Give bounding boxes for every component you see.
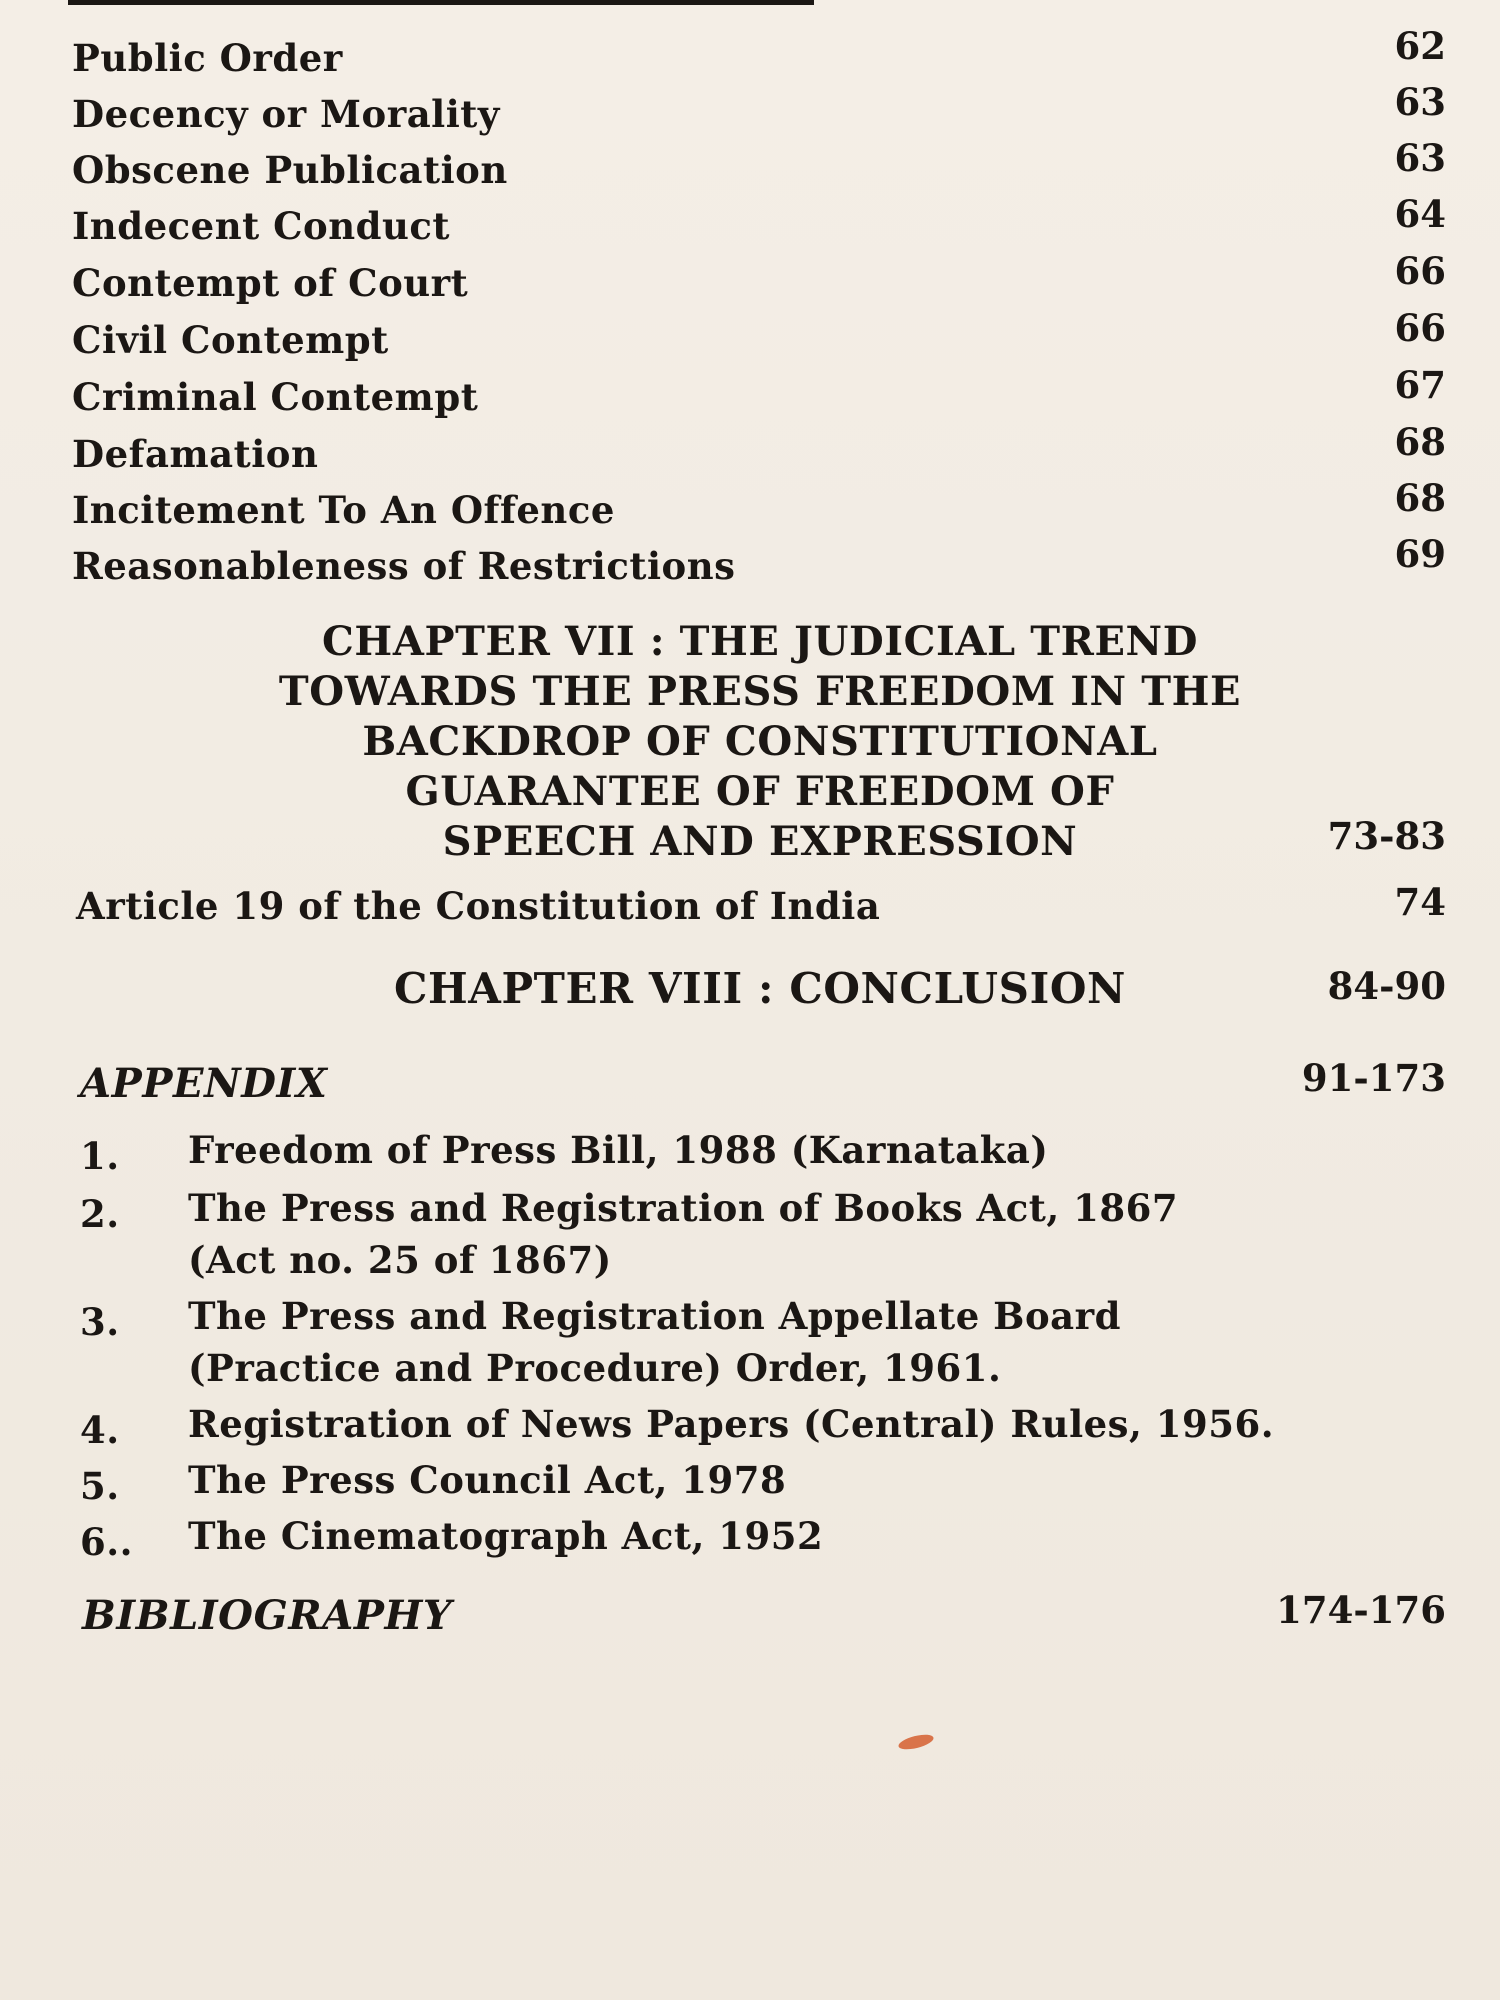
chapter-vii-pages: 73-83: [1327, 814, 1446, 858]
appendix-item-text: [188, 1182, 1178, 1286]
toc-entry: [0, 476, 1500, 532]
chapter-vii-line: TOWARDS THE PRESS FREEDOM IN THE: [278, 668, 1242, 715]
toc-entry-page: 67: [1394, 363, 1446, 407]
toc-entry-page: 66: [1394, 249, 1446, 293]
toc-entry-label: Criminal Contempt: [72, 375, 479, 419]
toc-entry-label: Civil Contempt: [72, 318, 389, 362]
toc-entry: [0, 80, 1500, 136]
appendix-item-line: Freedom of Press Bill, 1988 (Karnataka): [188, 1128, 1049, 1172]
toc-entry-label: Reasonableness of Restrictions: [72, 544, 736, 588]
toc-entry-page: 69: [1394, 532, 1446, 576]
appendix-item-number: 4.: [80, 1408, 120, 1452]
appendix-item-text: [188, 1454, 786, 1506]
appendix-item-number: 6..: [80, 1520, 134, 1564]
appendix-item-line: The Press and Registration Appellate Board: [188, 1294, 1121, 1338]
toc-entry-label: Obscene Publication: [72, 148, 508, 192]
toc-entry-page: 62: [1394, 24, 1446, 68]
appendix-item-line: (Act no. 25 of 1867): [188, 1238, 612, 1282]
toc-entry-page: 68: [1394, 476, 1446, 520]
appendix-item-number: 5.: [80, 1464, 120, 1508]
toc-entry-label: Public Order: [72, 36, 343, 80]
toc-entry: [0, 136, 1500, 192]
appendix-heading: APPENDIX: [80, 1060, 328, 1107]
appendix-item-number: 2.: [80, 1192, 120, 1236]
toc-entry: [0, 420, 1500, 476]
chapter-vii-heading: [180, 617, 1340, 867]
appendix-item-text: [188, 1124, 1048, 1176]
appendix-item-text: [188, 1398, 1274, 1450]
article-19-page: 74: [1394, 880, 1446, 924]
toc-entry-label: Decency or Morality: [72, 92, 500, 136]
chapter-viii-pages: 84-90: [1327, 964, 1446, 1008]
chapter-vii-line: BACKDROP OF CONSTITUTIONAL: [362, 718, 1158, 765]
article-19-entry: Article 19 of the Constitution of India: [76, 884, 881, 928]
bibliography-heading: BIBLIOGRAPHY: [82, 1592, 453, 1639]
toc-entry-label: Defamation: [72, 432, 319, 476]
appendix-item-text: [188, 1510, 823, 1562]
toc-entry-label: Contempt of Court: [72, 261, 469, 305]
top-rule: [68, 0, 814, 5]
chapter-vii-line: CHAPTER VII : THE JUDICIAL TREND: [322, 618, 1198, 665]
toc-entry: [0, 249, 1500, 305]
chapter-vii-line: GUARANTEE OF FREEDOM OF: [405, 768, 1115, 815]
toc-entry-page: 63: [1394, 136, 1446, 180]
chapter-viii-heading: CHAPTER VIII : CONCLUSION: [394, 964, 1126, 1013]
toc-entry-page: 66: [1394, 306, 1446, 350]
ink-speck: [897, 1732, 935, 1752]
appendix-item-line: Registration of News Papers (Central) Rules, 1956.: [188, 1402, 1275, 1446]
appendix-item-line: The Press Council Act, 1978: [188, 1458, 787, 1502]
appendix-item-line: The Cinematograph Act, 1952: [188, 1514, 824, 1558]
toc-entry-page: 64: [1394, 192, 1446, 236]
bibliography-pages: 174-176: [1276, 1588, 1446, 1632]
toc-entry: [0, 24, 1500, 80]
toc-entry-page: 63: [1394, 80, 1446, 124]
toc-entry-page: 68: [1394, 420, 1446, 464]
chapter-vii-line: SPEECH AND EXPRESSION: [442, 818, 1078, 865]
toc-entry: [0, 192, 1500, 248]
appendix-item-text: [188, 1290, 1121, 1394]
toc-entry: [0, 363, 1500, 419]
appendix-item-number: 3.: [80, 1300, 120, 1344]
appendix-item-line: (Practice and Procedure) Order, 1961.: [188, 1346, 1002, 1390]
toc-entry: [0, 306, 1500, 362]
appendix-item-number: 1.: [80, 1134, 120, 1178]
appendix-item-line: The Press and Registration of Books Act, 1867: [188, 1186, 1179, 1230]
toc-entry-label: Incitement To An Offence: [72, 488, 615, 532]
appendix-pages: 91-173: [1301, 1056, 1446, 1100]
toc-entry-label: Indecent Conduct: [72, 204, 450, 248]
toc-entry: [0, 532, 1500, 588]
